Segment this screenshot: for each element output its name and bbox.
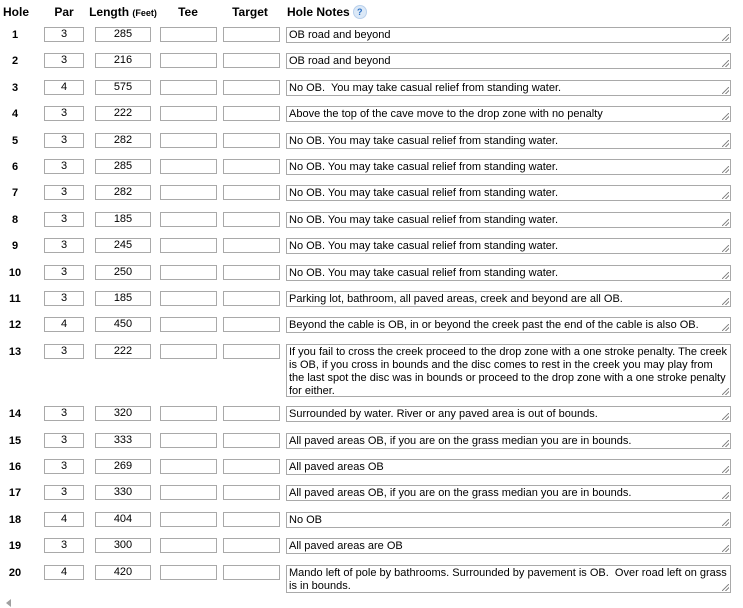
tee-input[interactable] (160, 106, 217, 121)
hole-number: 12 (8, 319, 22, 331)
resize-grip-icon[interactable] (722, 60, 729, 67)
hole-notes-textarea[interactable] (286, 80, 731, 96)
hole-notes-text: No OB. You may take casual relief from standing water. (289, 214, 559, 226)
resize-grip-icon[interactable] (722, 584, 729, 591)
tee-input[interactable] (160, 344, 217, 359)
header-par: Par (54, 5, 74, 19)
resize-grip-icon[interactable] (722, 113, 729, 120)
hole-notes-text: All paved areas OB (289, 461, 384, 473)
hole-notes-text: Beyond the cable is OB, in or beyond the creek past the end of the cable is also OB. (289, 319, 699, 331)
hole-number: 4 (11, 108, 19, 120)
resize-grip-icon[interactable] (722, 192, 729, 199)
target-input[interactable] (223, 291, 280, 306)
target-input[interactable] (223, 159, 280, 174)
scroll-left-arrow-icon[interactable] (6, 599, 11, 607)
hole-notes-text: All paved areas OB, if you are on the grass median you are in bounds. (289, 435, 632, 447)
resize-grip-icon[interactable] (722, 298, 729, 305)
length-input[interactable]: 245 (95, 238, 151, 253)
length-input[interactable]: 320 (95, 406, 151, 421)
resize-grip-icon[interactable] (722, 492, 729, 499)
target-input[interactable] (223, 344, 280, 359)
hole-notes-text: No OB. You may take casual relief from standing water. (289, 161, 559, 173)
tee-input[interactable] (160, 80, 217, 95)
target-input[interactable] (223, 485, 280, 500)
resize-grip-icon[interactable] (722, 388, 729, 395)
hole-notes-textarea[interactable] (286, 538, 731, 554)
length-input[interactable]: 420 (95, 565, 151, 580)
hole-number: 13 (8, 346, 22, 358)
tee-input[interactable] (160, 291, 217, 306)
length-input[interactable]: 330 (95, 485, 151, 500)
help-icon[interactable]: ? (353, 5, 367, 19)
par-input[interactable]: 3 (44, 185, 84, 200)
target-input[interactable] (223, 406, 280, 421)
tee-input[interactable] (160, 538, 217, 553)
par-input[interactable]: 4 (44, 317, 84, 332)
hole-notes-textarea[interactable] (286, 238, 731, 254)
length-input[interactable]: 250 (95, 265, 151, 280)
length-input[interactable]: 333 (95, 433, 151, 448)
par-input[interactable]: 3 (44, 27, 84, 42)
length-input[interactable]: 185 (95, 291, 151, 306)
resize-grip-icon[interactable] (722, 140, 729, 147)
par-input[interactable]: 3 (44, 291, 84, 306)
tee-input[interactable] (160, 133, 217, 148)
length-input[interactable]: 222 (95, 344, 151, 359)
hole-notes-textarea[interactable] (286, 265, 731, 281)
hole-notes-textarea[interactable] (286, 106, 731, 122)
length-input[interactable]: 300 (95, 538, 151, 553)
par-input[interactable]: 3 (44, 406, 84, 421)
header-length-unit: (Feet) (132, 8, 157, 18)
header-target: Target (232, 5, 268, 19)
target-input[interactable] (223, 106, 280, 121)
table-header (0, 0, 743, 22)
hole-notes-textarea[interactable] (286, 433, 731, 449)
length-input[interactable]: 404 (95, 512, 151, 527)
tee-input[interactable] (160, 27, 217, 42)
hole-number: 5 (11, 135, 19, 147)
hole-notes-text: If you fail to cross the creek proceed to the drop zone with a one stroke penalty. The creek is OB, if you cross in bounds and the disc comes to rest in the creek you may play from the last spot the disc was in bounds or proceed to the drop zone with a one stroke penalty for either. (289, 346, 731, 397)
hole-notes-text: OB road and beyond (289, 29, 391, 41)
length-input[interactable]: 450 (95, 317, 151, 332)
hole-notes-textarea[interactable] (286, 485, 731, 501)
hole-notes-text: Surrounded by water. River or any paved area is out of bounds. (289, 408, 598, 420)
length-input[interactable]: 575 (95, 80, 151, 95)
par-input[interactable]: 3 (44, 538, 84, 553)
par-input[interactable]: 4 (44, 80, 84, 95)
hole-number: 9 (11, 240, 19, 252)
target-input[interactable] (223, 433, 280, 448)
resize-grip-icon[interactable] (722, 166, 729, 173)
hole-notes-textarea[interactable] (286, 512, 731, 528)
header-hole: Hole (3, 5, 30, 19)
hole-notes-textarea[interactable] (286, 406, 731, 422)
hole-number: 11 (9, 293, 21, 305)
resize-grip-icon[interactable] (722, 219, 729, 226)
tee-input[interactable] (160, 512, 217, 527)
resize-grip-icon[interactable] (722, 324, 729, 331)
tee-input[interactable] (160, 433, 217, 448)
length-input[interactable]: 269 (95, 459, 151, 474)
hole-notes-text: Parking lot, bathroom, all paved areas, creek and beyond are all OB. (289, 293, 623, 305)
hole-notes-text: All paved areas OB, if you are on the grass median you are in bounds. (289, 487, 632, 499)
tee-input[interactable] (160, 185, 217, 200)
hole-notes-text: No OB (289, 514, 323, 526)
tee-input[interactable] (160, 53, 217, 68)
hole-number: 10 (8, 267, 22, 279)
length-input[interactable]: 282 (95, 185, 151, 200)
tee-input[interactable] (160, 159, 217, 174)
target-input[interactable] (223, 238, 280, 253)
par-input[interactable]: 3 (44, 238, 84, 253)
hole-notes-textarea[interactable] (286, 159, 731, 175)
length-input[interactable]: 222 (95, 106, 151, 121)
resize-grip-icon[interactable] (722, 545, 729, 552)
hole-number: 15 (8, 435, 22, 447)
resize-grip-icon[interactable] (722, 440, 729, 447)
par-input[interactable]: 3 (44, 159, 84, 174)
hole-notes-text: No OB. You may take casual relief from standing water. (289, 240, 559, 252)
tee-input[interactable] (160, 485, 217, 500)
par-input[interactable]: 3 (44, 212, 84, 227)
target-input[interactable] (223, 317, 280, 332)
resize-grip-icon[interactable] (722, 34, 729, 41)
hole-notes-textarea[interactable] (286, 53, 731, 69)
hole-number: 6 (11, 161, 19, 173)
tee-input[interactable] (160, 565, 217, 580)
par-input[interactable]: 4 (44, 565, 84, 580)
hole-notes-text: Mando left of pole by bathrooms. Surrounded by pavement is OB. Over road left on grass is in bounds. (289, 567, 730, 592)
target-input[interactable] (223, 459, 280, 474)
par-input[interactable]: 3 (44, 265, 84, 280)
hole-number: 14 (8, 408, 22, 420)
hole-notes-textarea[interactable] (286, 317, 731, 333)
par-input[interactable]: 3 (44, 53, 84, 68)
resize-grip-icon[interactable] (722, 413, 729, 420)
par-input[interactable]: 3 (44, 133, 84, 148)
header-notes (287, 5, 367, 19)
hole-number: 8 (11, 214, 19, 226)
hole-notes-text: No OB. You may take casual relief from standing water. (289, 187, 559, 199)
target-input[interactable] (223, 512, 280, 527)
hole-notes-textarea[interactable] (286, 565, 731, 593)
hole-notes-textarea[interactable] (286, 133, 731, 149)
target-input[interactable] (223, 80, 280, 95)
hole-notes-text: All paved areas are OB (289, 540, 403, 552)
hole-number: 1 (11, 29, 19, 41)
target-input[interactable] (223, 133, 280, 148)
target-input[interactable] (223, 565, 280, 580)
hole-number: 7 (11, 187, 19, 199)
hole-notes-text: No OB. You may take casual relief from standing water. (289, 135, 559, 147)
resize-grip-icon[interactable] (722, 87, 729, 94)
hole-notes-text: Above the top of the cave move to the drop zone with no penalty (289, 108, 603, 120)
resize-grip-icon[interactable] (722, 272, 729, 279)
hole-notes-text: No OB. You may take casual relief from standing water. (289, 82, 562, 94)
resize-grip-icon[interactable] (722, 466, 729, 473)
target-input[interactable] (223, 27, 280, 42)
par-input[interactable]: 3 (44, 344, 84, 359)
par-input[interactable]: 3 (44, 485, 84, 500)
hole-notes-textarea[interactable] (286, 212, 731, 228)
par-input[interactable]: 3 (44, 106, 84, 121)
par-input[interactable]: 3 (44, 459, 84, 474)
hole-number: 16 (8, 461, 22, 473)
resize-grip-icon[interactable] (722, 245, 729, 252)
hole-notes-textarea[interactable] (286, 344, 731, 397)
target-input[interactable] (223, 185, 280, 200)
header-length-label: Length (89, 5, 130, 19)
hole-number: 20 (8, 567, 22, 579)
target-input[interactable] (223, 265, 280, 280)
hole-notes-textarea[interactable] (286, 185, 731, 201)
hole-number: 2 (11, 55, 19, 67)
tee-input[interactable] (160, 459, 217, 474)
tee-input[interactable] (160, 317, 217, 332)
tee-input[interactable] (160, 265, 217, 280)
par-input[interactable]: 4 (44, 512, 84, 527)
hole-number: 3 (11, 82, 19, 94)
par-input[interactable]: 3 (44, 433, 84, 448)
target-input[interactable] (223, 212, 280, 227)
target-input[interactable] (223, 538, 280, 553)
hole-number: 17 (8, 487, 22, 499)
tee-input[interactable] (160, 212, 217, 227)
hole-notes-textarea[interactable] (286, 27, 731, 43)
hole-notes-text: No OB. You may take casual relief from standing water. (289, 267, 559, 279)
hole-notes-textarea[interactable] (286, 459, 731, 475)
length-input[interactable]: 282 (95, 133, 151, 148)
hole-notes-textarea[interactable] (286, 291, 731, 307)
hole-notes-text: OB road and beyond (289, 55, 391, 67)
header-tee: Tee (178, 5, 198, 19)
hole-number: 18 (8, 514, 22, 526)
target-input[interactable] (223, 53, 280, 68)
tee-input[interactable] (160, 406, 217, 421)
length-input[interactable]: 285 (95, 159, 151, 174)
hole-number: 19 (8, 540, 22, 552)
header-length (88, 5, 158, 19)
length-input[interactable]: 185 (95, 212, 151, 227)
length-input[interactable]: 216 (95, 53, 151, 68)
resize-grip-icon[interactable] (722, 519, 729, 526)
header-notes-label: Hole Notes (287, 5, 350, 19)
length-input[interactable]: 285 (95, 27, 151, 42)
tee-input[interactable] (160, 238, 217, 253)
